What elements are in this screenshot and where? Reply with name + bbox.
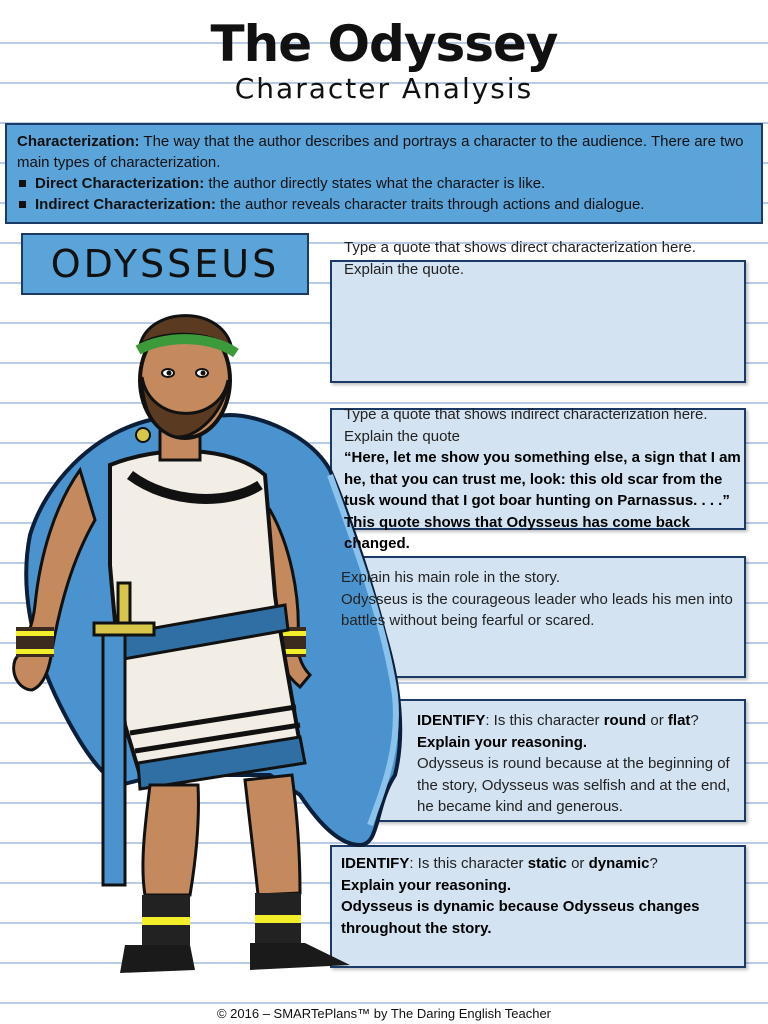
definition-term: Characterization: [17,133,140,150]
static-dynamic-answer: Odysseus is dynamic because Odysseus changes throughout the story. [341,898,700,937]
list-item-direct [17,173,751,194]
definition-box [5,123,763,224]
round-flat-q2: or [646,712,668,729]
list-item-indirect [17,194,751,215]
round-flat-label: IDENTIFY [417,712,486,729]
round-flat-q3: ? [690,712,699,729]
page-title: The Odyssey [210,15,558,73]
static-dynamic-q3: ? [649,855,658,872]
indirect-answer: “Here, let me show you something else, a sign that I am he, that you can trust me, look: this old scar from the tusk wound that I got boar hunting on Parnassus. . . .” This quote shows that Odysseus has come back changed. [344,449,741,552]
indirect-term: Indirect Characterization: [35,196,216,213]
copyright-footer: © 2016 – SMARTePlans™ by The Daring English Teacher [216,1006,552,1021]
round-flat-q1: : Is this character [485,712,604,729]
round-flat-answer: Odysseus is round because at the beginning of the story, Odysseus was selfish and at the end, he became kind and generous. [417,755,731,815]
direct-term: Direct Characterization: [35,175,205,192]
round-flat-reason: Explain your reasoning. [417,733,588,751]
role-answer: Odysseus is the courageous leader who leads his men into battles without being fearful or scared. [341,590,733,629]
static-option: static [527,855,567,872]
character-name-banner [21,233,309,295]
definition-text: The way that the author describes and portrays a character to the audience. There are two main types of characterization. [17,133,744,171]
indirect-characterization-text [344,404,744,555]
round-option: round [603,712,647,729]
definition-paragraph [17,131,751,173]
page-subtitle: Character Analysis [234,72,534,105]
static-dynamic-text [341,853,741,939]
static-dynamic-label: IDENTIFY [341,855,410,872]
direct-prompt: Type a quote that shows direct characterization here. Explain the quote. [344,239,696,278]
static-dynamic-reason: Explain your reasoning. [341,876,512,894]
dynamic-option: dynamic [588,855,650,872]
definition-list [17,173,751,215]
direct-characterization-text [344,237,744,280]
main-role-text [341,567,741,632]
role-prompt: Explain his main role in the story. [341,569,560,586]
static-dynamic-q2: or [566,855,589,872]
direct-text: the author directly states what the character is like. [204,175,546,192]
static-dynamic-q1: : Is this character [409,855,528,872]
indirect-text: the author reveals character traits through actions and dialogue. [215,196,645,213]
character-name: ODYSSEUS [50,242,280,286]
indirect-prompt: Type a quote that shows indirect characterization here. Explain the quote [344,406,708,445]
flat-option: flat [667,712,691,729]
round-flat-text [417,710,737,818]
